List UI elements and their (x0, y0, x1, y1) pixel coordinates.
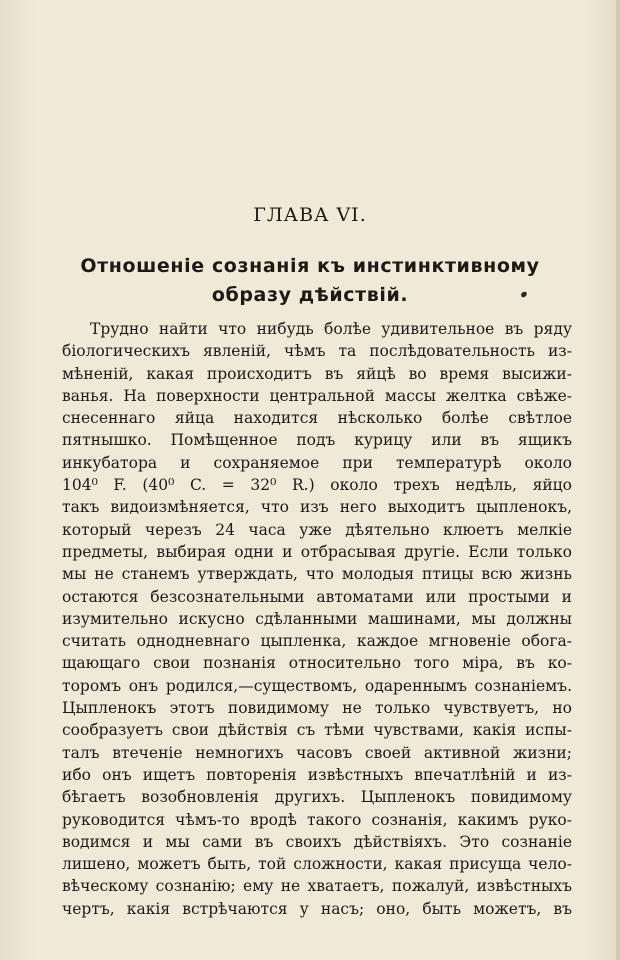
body-paragraph (62, 318, 572, 920)
text-line: пятнышко. Помѣщенное подъ курицу или въ ящикъ (62, 431, 572, 450)
text-line: щающаго свои познанія относительно того міра, въ ко- (62, 654, 572, 673)
text-line: торомъ онъ родился,—существомъ, одареннымъ сознаніемъ. (62, 676, 572, 695)
text-line: 104⁰ F. (40⁰ C. = 32⁰ R.) около трехъ недѣль, яйцо (62, 476, 572, 495)
text-line: считать однодневнаго цыпленка, каждое мгновеніе обога- (62, 632, 572, 651)
text-line: чертъ, какія встрѣчаются у насъ; оно, быть можетъ, въ (62, 899, 572, 918)
text-line: Трудно найти что нибудь болѣе удивительное въ ряду (90, 320, 572, 338)
chapter-title (60, 252, 560, 310)
text-line: вѣческому сознанію; ему не хватаетъ, пожалуй, извѣстныхъ (62, 877, 572, 896)
text-line: снесеннаго яйца находится нѣсколько болѣе свѣтлое (62, 409, 572, 428)
text-line: мѣненій, какая происходитъ въ яйцѣ во время высижи- (62, 364, 572, 383)
text-line: мы не станемъ утверждать, что молодыя птицы всю жизнь (62, 565, 572, 584)
text-line: такъ видоизмѣняется, что изъ него выходитъ цыпленокъ, (62, 498, 572, 517)
chapter-title-line-2: образу дѣйствій. (211, 284, 409, 306)
text-line: предметы, выбирая одни и отбрасывая другіе. Если только (62, 542, 572, 561)
text-line: инкубатора и сохраняемое при температурѣ около (62, 453, 572, 472)
page-edge (616, 0, 620, 960)
chapter-title-line-1: Отношеніе сознанія къ инстинктивному (80, 255, 540, 277)
text-line: біологическихъ явленій, чѣмъ та послѣдовательность из- (62, 342, 572, 361)
text-line: изумительно искусно сдѣланными машинами, мы должны (62, 609, 572, 628)
text-line: водимся и мы сами въ своихъ дѣйствіяхъ. Это сознаніе (62, 832, 572, 851)
text-line: лишено, можетъ быть, той сложности, какая присуща чело- (62, 855, 572, 874)
text-line: сообразуетъ свои дѣйствія съ тѣми чувствами, какія испы- (62, 721, 572, 740)
text-line: остаются безсознательными автоматами или простыми и (62, 587, 572, 606)
text-line: ванья. На поверхности центральной массы желтка свѣже- (62, 386, 572, 405)
text-line: руководится чѣмъ-то вродѣ такого сознанія, какимъ руко- (62, 810, 572, 829)
chapter-heading: ГЛАВА VI. (253, 204, 367, 226)
text-line: бѣгаетъ возобновленія другихъ. Цыпленокъ повидимому (62, 788, 572, 807)
text-line: ибо онъ ищетъ повторенія извѣстныхъ впечатлѣній и из- (62, 765, 572, 784)
text-line: который черезъ 24 часа уже дѣятельно клюетъ мелкіе (62, 520, 572, 539)
text-line: талъ втеченіе немногихъ часовъ своей активной жизни; (62, 743, 572, 762)
text-line: Цыпленокъ этотъ повидимому не только чувствуетъ, но (62, 699, 572, 718)
